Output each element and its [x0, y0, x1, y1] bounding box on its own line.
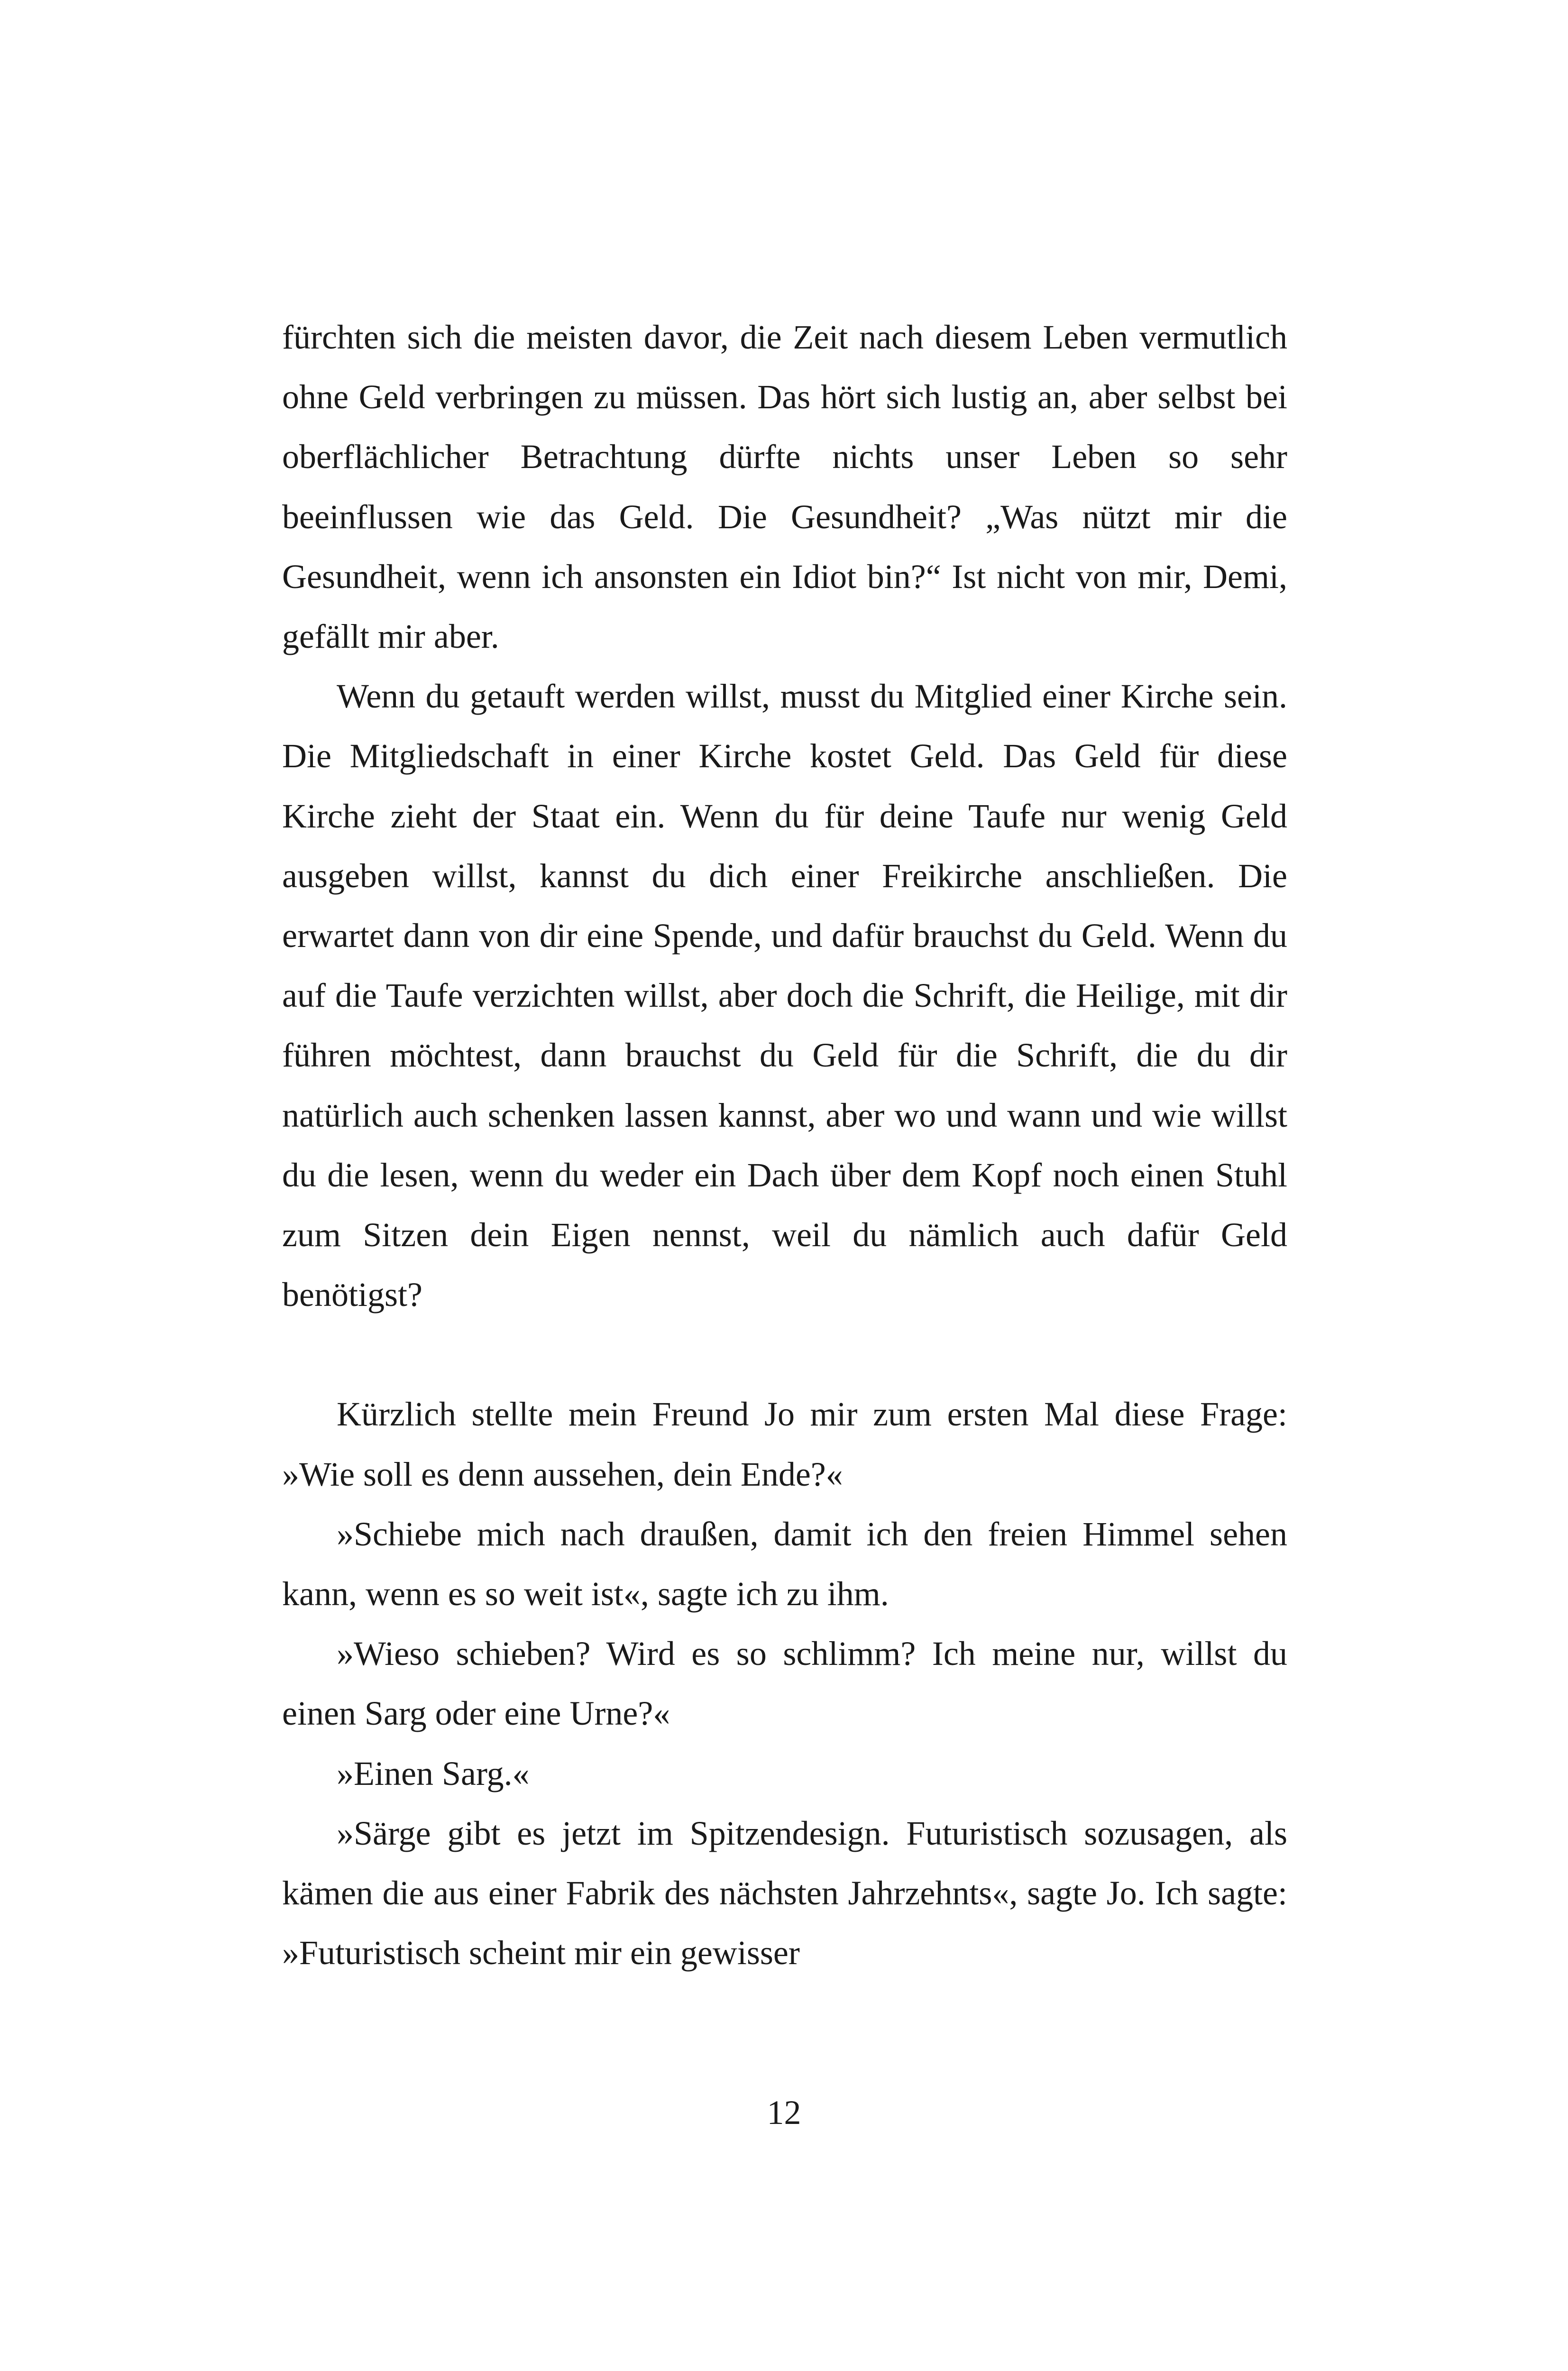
paragraph-2: Wenn du getauft werden willst, musst du Mitglied einer Kirche sein. Die Mitgliedschaft in einer Kirche kostet Geld. Das Geld für diese Kirche zieht der Staat ein. Wenn du für deine Taufe nur wenig Geld ausgeben willst, kannst du dich einer Freikirche anschließen. Die erwartet dann von dir eine Spende, und dafür brauchst du Geld. Wenn du auf die Taufe verzichten willst, aber doch die Schrift, die Heilige, mit dir führen möchtest, dann brauchst du Geld für die Schrift, die du dir natürlich auch schenken lassen kannst, aber wo und wann und wie willst du die lesen, wenn du weder ein Dach über dem Kopf noch einen Stuhl zum Sitzen dein Eigen nennst, weil du nämlich auch dafür Geld benötigst?	[282, 677, 1287, 1314]
paragraph-4: »Schiebe mich nach draußen, damit ich den freien Himmel sehen kann, wenn es so weit ist«, sagte ich zu ihm.	[282, 1515, 1287, 1613]
paragraph-5: »Wieso schieben? Wird es so schlimm? Ich meine nur, willst du einen Sarg oder eine Urne?«	[282, 1635, 1287, 1733]
paragraph-6: »Einen Sarg.«	[337, 1754, 530, 1792]
page-number: 12	[767, 2094, 801, 2132]
paragraph-1: fürchten sich die meisten davor, die Zeit nach diesem Leben vermutlich ohne Geld verbringen zu müssen. Das hört sich lustig an, aber selbst bei oberflächlicher Betrachtung dürfte nichts unser Leben so sehr beeinflussen wie das Geld. Die Gesundheit? „Was nützt mir die Gesundheit, wenn ich ansonsten ein Idiot bin?“ Ist nicht von mir, Demi, gefällt mir aber.	[282, 318, 1287, 656]
paragraph-7: »Särge gibt es jetzt im Spitzendesign. Futuristisch sozusagen, als kämen die aus einer Fabrik des nächsten Jahrzehnts«, sagte Jo. Ich sagte: »Futuristisch scheint mir ein gewisser	[282, 1814, 1287, 1972]
body-text	[282, 307, 1287, 1983]
paragraph-3: Kürzlich stellte mein Freund Jo mir zum ersten Mal diese Frage: »Wie soll es denn aussehen, dein Ende?«	[282, 1395, 1287, 1493]
